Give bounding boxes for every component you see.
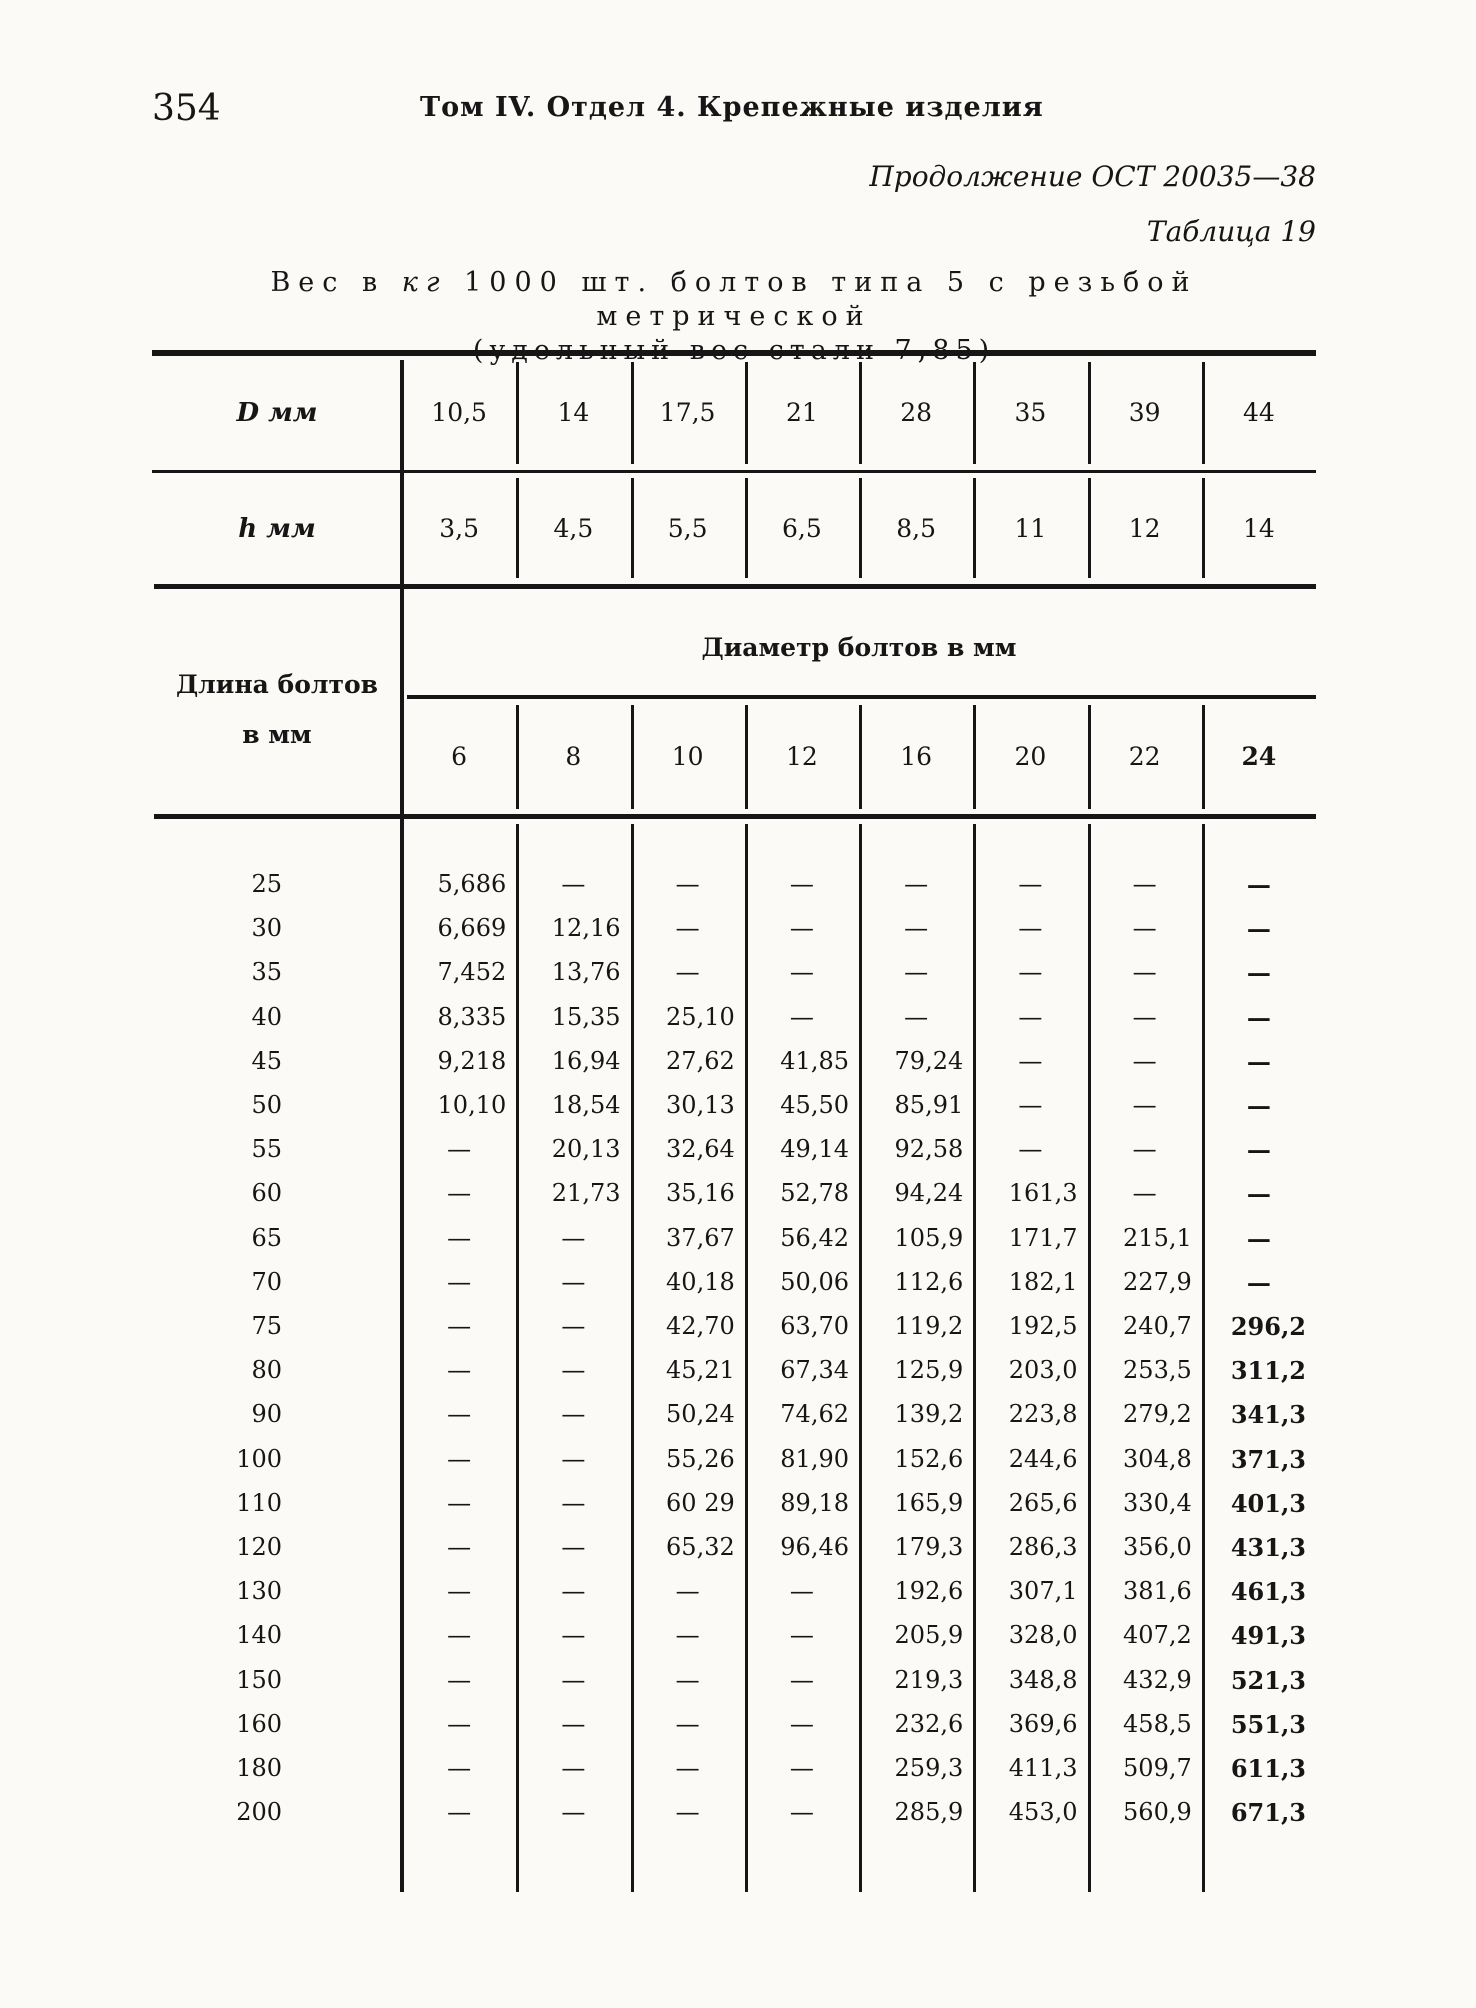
weight-cell: 671,3 <box>1230 1798 1306 1828</box>
weight-cell: — <box>1246 914 1271 944</box>
weight-cell: 431,3 <box>1230 1533 1306 1562</box>
weight-cell: — <box>1246 958 1271 988</box>
d-value: 35 <box>1014 398 1047 427</box>
weight-cell: 182,1 <box>1008 1267 1078 1296</box>
weight-cell: 89,18 <box>780 1488 849 1517</box>
weight-cell: 81,90 <box>780 1444 849 1473</box>
weight-cell: — <box>1018 958 1043 987</box>
length-value: 120 <box>236 1533 282 1561</box>
weight-cell: — <box>1018 1091 1043 1119</box>
weight-cell: 85,91 <box>894 1091 964 1119</box>
h-value: 8,5 <box>896 514 937 543</box>
weight-cell: — <box>675 1798 700 1827</box>
weight-cell: 227,9 <box>1123 1267 1192 1296</box>
weight-cell: — <box>789 958 814 987</box>
table-row <box>152 1091 1316 1135</box>
weight-cell: 240,7 <box>1123 1312 1192 1340</box>
weight-cell: 152,6 <box>894 1444 964 1473</box>
weight-cell: 96,46 <box>780 1533 849 1561</box>
rule-h-diam <box>154 584 1316 589</box>
weight-cell: 179,3 <box>894 1533 964 1561</box>
length-value: 140 <box>236 1621 282 1650</box>
weight-cell: — <box>447 1665 472 1694</box>
weight-cell: — <box>1132 1002 1157 1031</box>
weight-cell: 55,26 <box>666 1444 735 1473</box>
weight-cell: 56,42 <box>780 1223 849 1252</box>
length-value: 40 <box>251 1002 282 1031</box>
table-row <box>152 1003 1316 1047</box>
d-value: 14 <box>557 398 590 427</box>
h-value: 3,5 <box>439 514 480 543</box>
length-value: 90 <box>251 1400 282 1429</box>
weight-cell: — <box>789 914 814 943</box>
weight-cell: 125,9 <box>894 1356 964 1385</box>
running-header: Том IV. Отдел 4. Крепежные изделия <box>420 92 1044 123</box>
weight-cell: 205,9 <box>894 1621 964 1650</box>
weight-cell: 161,3 <box>1008 1179 1078 1208</box>
diameter-value: 20 <box>1014 742 1047 771</box>
weight-cell: — <box>1018 1002 1043 1031</box>
rule-d-h <box>152 470 1316 473</box>
weight-cell: — <box>447 1179 472 1208</box>
length-value: 160 <box>236 1709 282 1738</box>
weight-cell: — <box>675 870 700 898</box>
weight-cell: — <box>789 1798 814 1827</box>
table-row <box>152 1710 1316 1754</box>
weight-cell: 105,9 <box>894 1223 964 1252</box>
weight-cell: 304,8 <box>1123 1444 1192 1473</box>
table-row <box>152 1400 1316 1444</box>
weight-cell: — <box>789 1002 814 1031</box>
weight-cell: 30,13 <box>666 1091 735 1119</box>
caption-text-a: Вес в <box>270 267 402 298</box>
col-rule <box>631 705 634 809</box>
weight-cell: 509,7 <box>1123 1754 1192 1782</box>
weight-cell: — <box>1018 870 1043 898</box>
weight-cell: — <box>789 1754 814 1782</box>
weight-cell: 32,64 <box>666 1135 735 1164</box>
length-value: 35 <box>251 958 282 987</box>
weight-cell: — <box>561 1709 586 1738</box>
rule-header-bottom <box>154 814 1316 819</box>
bolt-weight-table <box>152 350 1316 1896</box>
weight-cell: — <box>789 1709 814 1738</box>
weight-cell: 7,452 <box>437 958 507 987</box>
diameter-value: 24 <box>1241 742 1277 771</box>
weight-cell: 611,3 <box>1230 1754 1306 1783</box>
weight-cell: 259,3 <box>894 1754 964 1782</box>
weight-cell: — <box>561 1665 586 1694</box>
weight-cell: — <box>1246 1091 1271 1120</box>
weight-cell: — <box>1246 1267 1271 1297</box>
weight-cell: — <box>1246 870 1271 899</box>
weight-cell: 50,06 <box>780 1267 849 1296</box>
weight-cell: — <box>1246 1046 1271 1076</box>
weight-cell: 311,2 <box>1230 1356 1306 1386</box>
weight-cell: 253,5 <box>1123 1356 1192 1385</box>
col-rule <box>745 705 748 809</box>
length-value: 110 <box>236 1488 282 1517</box>
weight-cell: — <box>447 1312 472 1340</box>
weight-cell: — <box>1132 958 1157 987</box>
weight-cell: 25,10 <box>666 1002 735 1031</box>
weight-cell: — <box>561 1488 586 1517</box>
d-value: 44 <box>1242 398 1275 427</box>
col-rule <box>1202 705 1205 809</box>
weight-cell: 401,3 <box>1230 1488 1306 1518</box>
weight-cell: 192,5 <box>1008 1312 1078 1340</box>
weight-cell: 491,3 <box>1230 1621 1306 1651</box>
weight-cell: 45,21 <box>666 1356 735 1385</box>
weight-cell: 139,2 <box>894 1400 964 1429</box>
d-value: 17,5 <box>659 398 716 427</box>
table-row <box>152 1356 1316 1400</box>
weight-cell: — <box>1132 870 1157 898</box>
table-row <box>152 870 1316 914</box>
weight-cell: 432,9 <box>1123 1665 1192 1694</box>
weight-cell: 74,62 <box>780 1400 849 1429</box>
table-row <box>152 1179 1316 1223</box>
weight-cell: 461,3 <box>1230 1577 1306 1607</box>
weight-cell: 381,6 <box>1123 1577 1192 1606</box>
length-value: 200 <box>236 1798 282 1827</box>
weight-cell: 52,78 <box>780 1179 849 1208</box>
weight-cell: — <box>904 1002 929 1031</box>
weight-cell: — <box>789 1621 814 1650</box>
weight-cell: 203,0 <box>1008 1356 1078 1385</box>
weight-cell: 5,686 <box>437 870 507 898</box>
weight-cell: 265,6 <box>1008 1488 1078 1517</box>
weight-cell: — <box>447 1798 472 1827</box>
weight-cell: — <box>675 1577 700 1606</box>
weight-cell: — <box>789 870 814 898</box>
length-value: 50 <box>251 1091 282 1119</box>
caption-text-b: 1000 шт. болтов типа 5 с резьбой метрической <box>447 267 1198 332</box>
weight-cell: 92,58 <box>894 1135 964 1164</box>
weight-cell: — <box>561 1400 586 1429</box>
weight-cell: 165,9 <box>894 1488 964 1517</box>
col-rule <box>1202 362 1205 464</box>
weight-cell: 371,3 <box>1230 1444 1306 1474</box>
weight-cell: — <box>1246 1179 1271 1209</box>
diameter-value: 8 <box>565 742 582 771</box>
length-value: 45 <box>251 1046 282 1075</box>
col-rule <box>1202 478 1205 578</box>
weight-cell: 10,10 <box>437 1091 507 1119</box>
weight-cell: — <box>675 1665 700 1694</box>
weight-cell: 8,335 <box>437 1002 507 1031</box>
caption-line-1 <box>152 266 1316 334</box>
weight-cell: — <box>1132 914 1157 943</box>
weight-cell: 330,4 <box>1123 1488 1192 1517</box>
col-rule <box>516 362 519 464</box>
weight-cell: 521,3 <box>1230 1665 1306 1695</box>
h-value: 5,5 <box>667 514 708 543</box>
weight-cell: 49,14 <box>780 1135 849 1164</box>
h-value: 11 <box>1014 514 1047 543</box>
weight-cell: 20,13 <box>551 1135 621 1164</box>
table-row <box>152 1533 1316 1577</box>
length-value: 150 <box>236 1665 282 1694</box>
table-row <box>152 1621 1316 1665</box>
weight-cell: 296,2 <box>1230 1312 1306 1341</box>
weight-cell: 286,3 <box>1008 1533 1078 1561</box>
length-column-header <box>152 660 402 760</box>
weight-cell: — <box>561 1577 586 1606</box>
weight-cell: 232,6 <box>894 1709 964 1738</box>
diameter-group-header: Диаметр болтов в мм <box>701 633 1017 662</box>
d-row-label: D мм <box>236 398 318 428</box>
col-rule <box>631 478 634 578</box>
weight-cell: 60 29 <box>666 1488 735 1517</box>
col-rule <box>1088 705 1091 809</box>
weight-cell: — <box>1018 1046 1043 1075</box>
diameter-value: 22 <box>1128 742 1161 771</box>
length-value: 60 <box>251 1179 282 1208</box>
length-value: 180 <box>236 1754 282 1782</box>
caption-unit: кг <box>401 267 448 298</box>
weight-cell: 112,6 <box>894 1267 964 1296</box>
h-value: 14 <box>1242 514 1275 543</box>
weight-cell: — <box>561 1223 586 1252</box>
continuation-note: Продолжение ОСТ 20035—38 <box>869 160 1316 193</box>
table-row <box>152 1754 1316 1798</box>
weight-cell: — <box>447 1533 472 1561</box>
weight-cell: 560,9 <box>1123 1798 1192 1827</box>
weight-cell: — <box>1132 1179 1157 1208</box>
weight-cell: — <box>789 1577 814 1606</box>
weight-cell: 171,7 <box>1008 1223 1078 1252</box>
weight-cell: 307,1 <box>1008 1577 1078 1606</box>
weight-cell: 79,24 <box>894 1046 964 1075</box>
col-rule <box>631 362 634 464</box>
weight-cell: — <box>1246 1223 1271 1253</box>
weight-cell: 192,6 <box>894 1577 964 1606</box>
weight-cell: 37,67 <box>666 1223 735 1252</box>
weight-cell: — <box>1132 1091 1157 1119</box>
weight-cell: 279,2 <box>1123 1400 1192 1429</box>
col-rule <box>1088 362 1091 464</box>
length-value: 100 <box>236 1444 282 1473</box>
table-row <box>152 1047 1316 1091</box>
h-value: 12 <box>1128 514 1161 543</box>
weight-cell: 21,73 <box>551 1179 621 1208</box>
table-row <box>152 1577 1316 1621</box>
weight-cell: — <box>561 1533 586 1561</box>
table-row <box>152 1489 1316 1533</box>
weight-cell: — <box>1132 1135 1157 1164</box>
weight-cell: — <box>1132 1046 1157 1075</box>
length-value: 75 <box>251 1312 282 1340</box>
weight-cell: 50,24 <box>666 1400 735 1429</box>
weight-cell: 285,9 <box>894 1798 964 1827</box>
weight-cell: 12,16 <box>551 914 621 943</box>
weight-cell: — <box>904 958 929 987</box>
h-value: 6,5 <box>781 514 822 543</box>
weight-cell: — <box>447 1223 472 1252</box>
col-rule <box>973 478 976 578</box>
weight-cell: 407,2 <box>1123 1621 1192 1650</box>
weight-cell: 41,85 <box>780 1046 849 1075</box>
weight-cell: 45,50 <box>780 1091 849 1119</box>
weight-cell: 453,0 <box>1008 1798 1078 1827</box>
weight-cell: — <box>447 1709 472 1738</box>
length-value: 80 <box>251 1356 282 1385</box>
weight-cell: — <box>561 1621 586 1650</box>
table-row <box>152 958 1316 1002</box>
length-label-2: в мм <box>242 720 312 749</box>
length-label-1: Длина болтов <box>175 670 379 699</box>
table-number: Таблица 19 <box>1146 215 1316 248</box>
weight-cell: — <box>447 1577 472 1606</box>
weight-cell: 15,35 <box>551 1002 621 1031</box>
col-rule <box>1088 478 1091 578</box>
d-value: 10,5 <box>431 398 487 427</box>
col-rule <box>859 705 862 809</box>
length-value: 65 <box>251 1223 282 1252</box>
weight-cell: — <box>675 1621 700 1650</box>
weight-cell: 219,3 <box>894 1665 964 1694</box>
table-row <box>152 1798 1316 1842</box>
page-number: 354 <box>152 88 221 129</box>
weight-cell: — <box>447 1444 472 1473</box>
length-value: 25 <box>251 870 282 898</box>
col-rule <box>745 478 748 578</box>
weight-cell: — <box>561 1312 586 1340</box>
weight-cell: 65,32 <box>666 1533 735 1561</box>
h-value: 4,5 <box>553 514 594 543</box>
weight-cell: — <box>1246 1135 1271 1165</box>
weight-cell: — <box>447 1356 472 1385</box>
weight-cell: — <box>447 1621 472 1650</box>
weight-cell: — <box>789 1665 814 1694</box>
weight-cell: 244,6 <box>1008 1444 1078 1473</box>
weight-cell: 94,24 <box>894 1179 964 1208</box>
diameter-value: 12 <box>785 742 818 771</box>
weight-cell: 27,62 <box>666 1046 735 1075</box>
weight-cell: — <box>675 1754 700 1782</box>
length-value: 30 <box>251 914 282 943</box>
table-row <box>152 914 1316 958</box>
length-value: 70 <box>251 1267 282 1296</box>
weight-cell: 63,70 <box>780 1312 849 1340</box>
table-row <box>152 1268 1316 1312</box>
table-row <box>152 1312 1316 1356</box>
weight-cell: — <box>904 914 929 943</box>
weight-cell: 119,2 <box>894 1312 964 1340</box>
d-value: 39 <box>1128 398 1161 427</box>
weight-cell: 9,218 <box>437 1046 507 1075</box>
d-value: 21 <box>785 398 818 427</box>
col-rule <box>516 478 519 578</box>
h-row-label: h мм <box>238 514 316 544</box>
col-rule <box>859 362 862 464</box>
weight-cell: 369,6 <box>1008 1709 1078 1738</box>
weight-cell: 411,3 <box>1008 1754 1078 1782</box>
col-rule <box>516 705 519 809</box>
weight-cell: 348,8 <box>1008 1665 1078 1694</box>
weight-cell: 458,5 <box>1123 1709 1192 1738</box>
col-rule <box>973 705 976 809</box>
weight-cell: 42,70 <box>666 1312 735 1340</box>
weight-cell: 341,3 <box>1230 1400 1306 1430</box>
length-value: 55 <box>251 1135 282 1164</box>
table-row <box>152 1666 1316 1710</box>
weight-cell: — <box>675 914 700 943</box>
weight-cell: — <box>447 1488 472 1517</box>
weight-cell: 328,0 <box>1008 1621 1078 1650</box>
top-double-rule <box>152 350 1316 356</box>
weight-cell: 356,0 <box>1123 1533 1192 1561</box>
weight-cell: — <box>904 870 929 898</box>
weight-cell: — <box>561 1444 586 1473</box>
diameter-value: 10 <box>671 742 704 771</box>
col-rule <box>745 362 748 464</box>
weight-cell: — <box>447 1135 472 1164</box>
table-row <box>152 1135 1316 1179</box>
col-rule <box>859 478 862 578</box>
weight-cell: — <box>675 1709 700 1738</box>
weight-cell: 40,18 <box>666 1267 735 1296</box>
diameter-value: 16 <box>900 742 933 771</box>
weight-cell: 35,16 <box>666 1179 735 1208</box>
weight-cell: — <box>1246 1002 1271 1032</box>
weight-cell: 18,54 <box>551 1091 621 1119</box>
weight-cell: 551,3 <box>1230 1709 1306 1739</box>
weight-cell: 223,8 <box>1008 1400 1078 1429</box>
weight-cell: 16,94 <box>551 1046 621 1075</box>
length-value: 130 <box>236 1577 282 1606</box>
weight-cell: — <box>1018 1135 1043 1164</box>
d-value: 28 <box>900 398 933 427</box>
weight-cell: 6,669 <box>437 914 507 943</box>
table-row <box>152 1224 1316 1268</box>
weight-cell: — <box>561 1798 586 1827</box>
weight-cell: — <box>447 1267 472 1296</box>
diameter-value: 6 <box>451 742 468 771</box>
col-rule <box>973 362 976 464</box>
weight-cell: — <box>561 1267 586 1296</box>
weight-cell: — <box>561 870 586 898</box>
weight-cell: — <box>561 1754 586 1782</box>
table-row <box>152 1445 1316 1489</box>
weight-cell: — <box>675 958 700 987</box>
weight-cell: — <box>561 1356 586 1385</box>
weight-cell: 215,1 <box>1123 1223 1192 1252</box>
weight-cell: 67,34 <box>780 1356 849 1385</box>
weight-cell: 13,76 <box>551 958 621 987</box>
weight-cell: — <box>447 1754 472 1782</box>
weight-cell: — <box>1018 914 1043 943</box>
weight-cell: — <box>447 1400 472 1429</box>
rule-diam-group <box>407 695 1316 699</box>
